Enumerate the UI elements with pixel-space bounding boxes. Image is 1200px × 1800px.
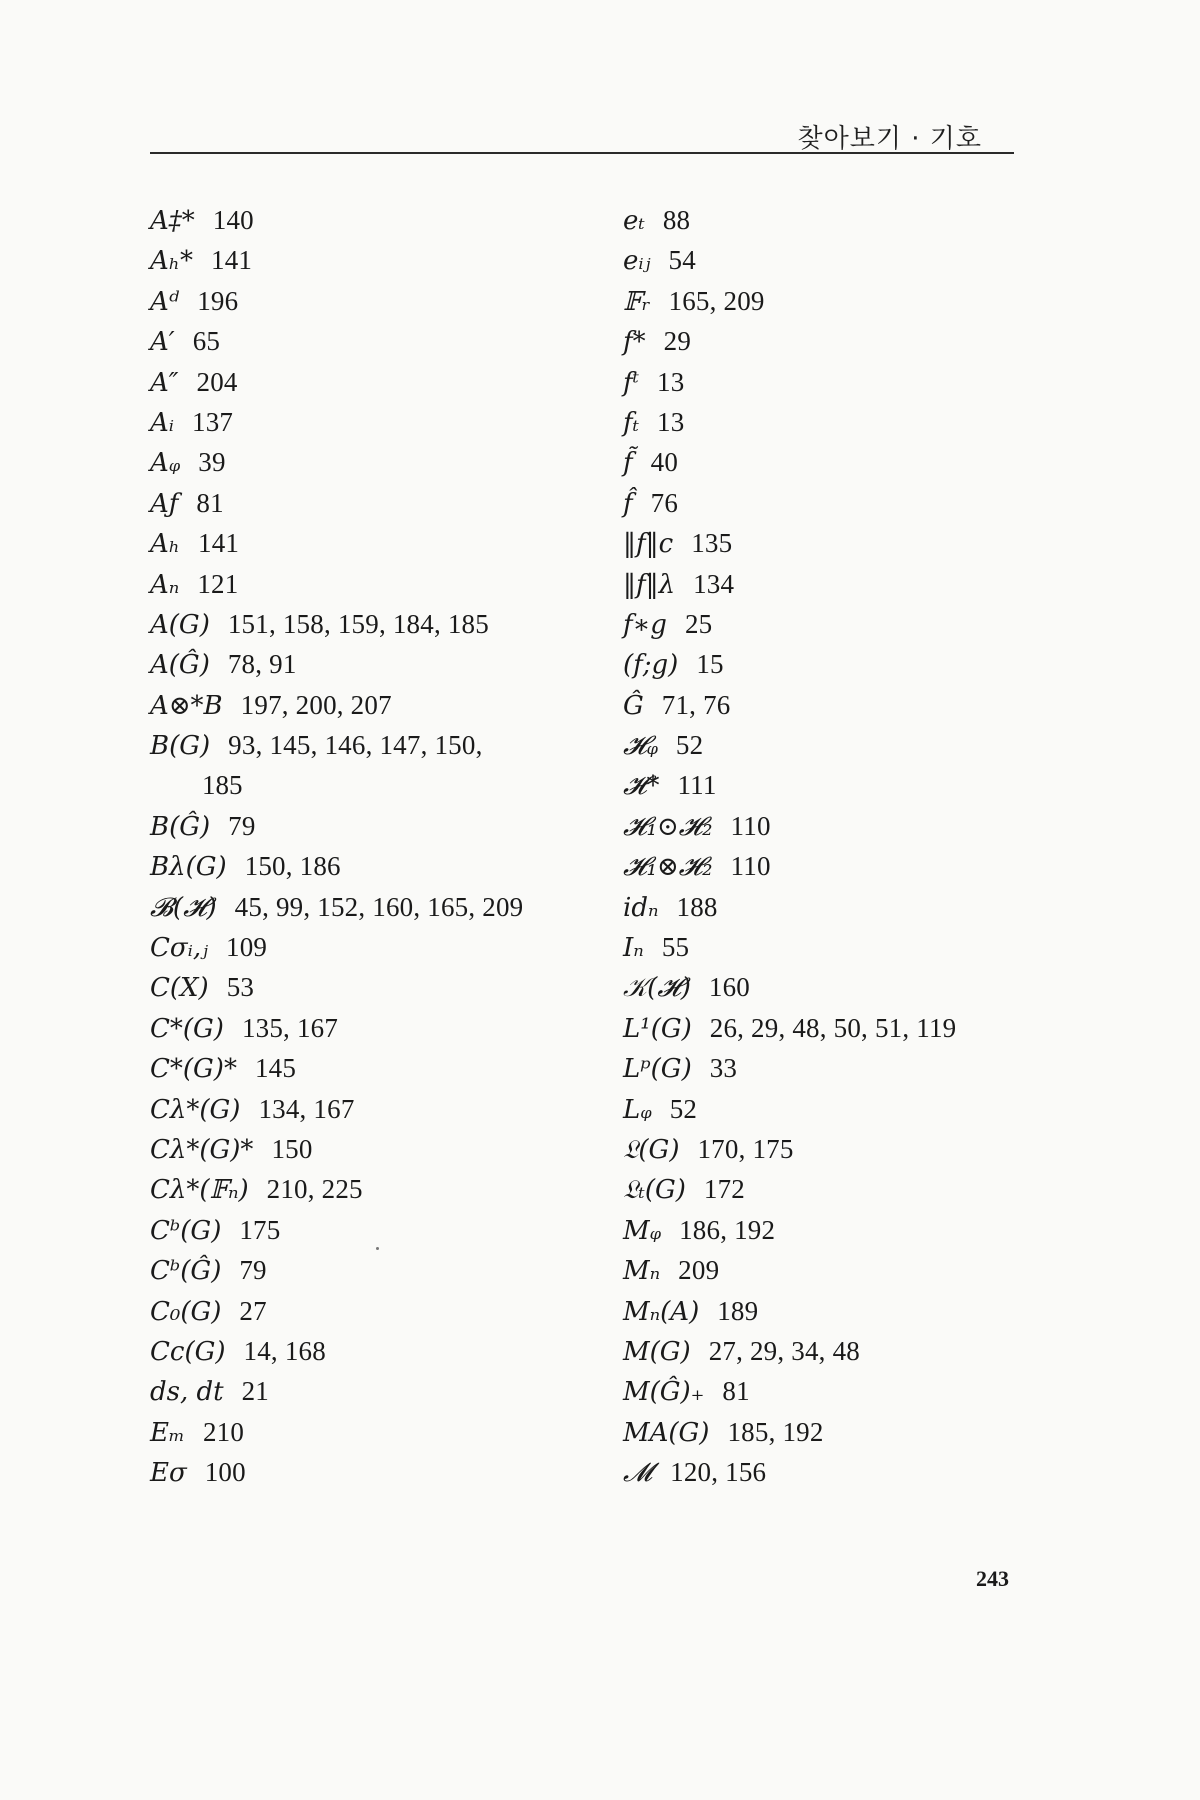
index-pages: 21 bbox=[241, 1376, 270, 1407]
index-pages: 197, 200, 207 bbox=[240, 689, 392, 720]
index-pages: 110 bbox=[730, 851, 771, 882]
index-pages: 172 bbox=[703, 1174, 745, 1205]
index-pages: 26, 29, 48, 50, 51, 119 bbox=[709, 1012, 957, 1043]
index-entry bbox=[150, 1048, 590, 1088]
index-entry bbox=[623, 927, 1023, 967]
index-symbol: Aƒ bbox=[150, 488, 179, 519]
index-entry bbox=[623, 321, 1023, 361]
index-entry bbox=[623, 1089, 1023, 1129]
index-symbol: Aᵢ bbox=[150, 407, 175, 438]
index-symbol: eᵢⱼ bbox=[623, 246, 651, 277]
index-symbol: C*(G) bbox=[150, 1013, 224, 1044]
running-header: 찾아보기 · 기호 bbox=[797, 124, 982, 154]
index-entry bbox=[150, 200, 590, 240]
index-entry bbox=[623, 1250, 1023, 1290]
index-symbol: B(G) bbox=[150, 731, 211, 762]
index-entry bbox=[623, 806, 1023, 846]
index-entry bbox=[150, 564, 590, 604]
index-pages: 196 bbox=[197, 285, 239, 316]
index-pages: 145 bbox=[254, 1053, 297, 1084]
index-pages: 186, 192 bbox=[679, 1214, 776, 1245]
index-entry bbox=[623, 281, 1023, 321]
index-pages: 93, 145, 146, 147, 150, bbox=[228, 730, 483, 761]
index-entry bbox=[150, 442, 590, 482]
index-symbol: Aₙ bbox=[150, 569, 180, 600]
index-pages: 141 bbox=[198, 528, 240, 559]
index-pages: 15 bbox=[696, 649, 724, 680]
page-number: 243 bbox=[976, 1566, 1009, 1591]
index-pages: 165, 209 bbox=[668, 285, 765, 316]
index-entry bbox=[623, 240, 1023, 280]
index-entry bbox=[623, 604, 1023, 644]
index-symbol: A″ bbox=[150, 367, 179, 398]
index-symbol: C*(G)* bbox=[150, 1054, 237, 1085]
index-entry bbox=[623, 725, 1023, 765]
index-pages: 65 bbox=[192, 326, 221, 357]
index-symbol: A′ bbox=[150, 327, 175, 358]
index-entry bbox=[150, 1371, 590, 1411]
index-pages: 13 bbox=[657, 366, 685, 397]
index-pages: 27 bbox=[239, 1295, 267, 1326]
index-pages: 52 bbox=[675, 730, 704, 761]
index-entry bbox=[150, 604, 590, 644]
index-pages: 109 bbox=[226, 932, 268, 963]
index-entry bbox=[623, 1371, 1023, 1411]
index-entry bbox=[623, 523, 1023, 563]
index-symbol: Bλ(G) bbox=[150, 852, 227, 883]
index-column-left bbox=[150, 200, 590, 1493]
index-entry bbox=[150, 887, 590, 927]
index-pages: 88 bbox=[662, 205, 691, 235]
index-pages: 185, 192 bbox=[727, 1416, 824, 1447]
index-symbol: Cσᵢ,ⱼ bbox=[150, 933, 209, 964]
index-symbol: Mₙ(A) bbox=[623, 1296, 700, 1327]
index-entry bbox=[623, 200, 1023, 240]
index-symbol: 𝓗₁⊙𝓗₂ bbox=[623, 811, 713, 842]
index-pages: 54 bbox=[668, 245, 696, 276]
index-entry bbox=[150, 927, 590, 967]
index-symbol: f̃ bbox=[623, 448, 633, 479]
index-pages: 79 bbox=[239, 1255, 267, 1286]
index-entry bbox=[150, 1129, 590, 1169]
index-symbol: fᵗ bbox=[623, 367, 640, 398]
index-entry bbox=[150, 1210, 590, 1250]
index-pages: 135 bbox=[691, 528, 733, 559]
index-pages: 53 bbox=[226, 972, 255, 1003]
index-pages: 76 bbox=[650, 487, 679, 518]
index-symbol: Cᵇ(G) bbox=[150, 1215, 222, 1246]
index-symbol: 𝔏(G) bbox=[623, 1134, 680, 1165]
index-symbol: Cλ*(𝔽ₙ) bbox=[150, 1175, 249, 1206]
index-pages: 175 bbox=[239, 1214, 281, 1245]
index-pages: 111 bbox=[677, 770, 717, 801]
index-entry bbox=[150, 685, 590, 725]
index-symbol: Eσ bbox=[150, 1458, 187, 1489]
index-symbol: Cc(G) bbox=[150, 1336, 226, 1367]
index-symbol: Ĝ bbox=[623, 690, 644, 721]
index-pages: 39 bbox=[198, 447, 226, 478]
index-pages: 137 bbox=[192, 406, 234, 437]
index-column-right bbox=[623, 200, 1023, 1493]
index-symbol: B(Ĝ) bbox=[150, 811, 211, 842]
index-pages: 151, 158, 159, 184, 185 bbox=[227, 608, 489, 639]
index-symbol: fₜ bbox=[623, 407, 640, 438]
index-entry bbox=[150, 806, 590, 846]
index-symbol: Cλ*(G) bbox=[150, 1094, 241, 1125]
index-pages: 204 bbox=[196, 366, 238, 397]
index-entry bbox=[623, 1008, 1023, 1048]
index-symbol: 𝒦(𝓗) bbox=[623, 973, 691, 1004]
index-pages: 45, 99, 152, 160, 165, 209 bbox=[234, 891, 524, 922]
index-symbol: A‡* bbox=[150, 206, 195, 236]
index-symbol: f̂ bbox=[623, 488, 633, 519]
index-entry bbox=[623, 362, 1023, 402]
index-symbol: 𝔽ᵣ bbox=[623, 286, 651, 317]
index-symbol: 𝓗ᵩ bbox=[623, 731, 658, 762]
index-entry bbox=[150, 240, 590, 280]
index-symbol: L¹(G) bbox=[623, 1013, 692, 1044]
index-pages: 141 bbox=[211, 245, 253, 276]
index-pages: 13 bbox=[657, 406, 685, 437]
index-pages: 81 bbox=[722, 1376, 750, 1407]
index-entry bbox=[150, 523, 590, 563]
index-symbol: 𝓜 bbox=[623, 1458, 653, 1489]
index-pages: 189 bbox=[717, 1295, 759, 1326]
index-entry bbox=[623, 1210, 1023, 1250]
index-symbol: Iₙ bbox=[623, 933, 644, 964]
index-entry bbox=[623, 685, 1023, 725]
index-symbol: 𝓗* bbox=[623, 771, 660, 802]
index-entry bbox=[150, 1089, 590, 1129]
index-symbol: ds, dt bbox=[150, 1377, 224, 1408]
index-entry bbox=[623, 1331, 1023, 1371]
index-symbol: f∗g bbox=[623, 609, 667, 640]
index-entry bbox=[150, 1169, 590, 1209]
index-pages: 71, 76 bbox=[661, 689, 731, 720]
index-pages: 134 bbox=[693, 568, 735, 599]
header-rule bbox=[150, 152, 1014, 154]
index-pages: 110 bbox=[730, 810, 771, 841]
index-entry bbox=[150, 725, 590, 765]
index-entry bbox=[623, 765, 1023, 805]
index-symbol: Eₘ bbox=[150, 1417, 185, 1448]
index-symbol: 𝓗₁⊗𝓗₂ bbox=[623, 852, 713, 883]
index-pages: 210 bbox=[202, 1416, 245, 1447]
index-symbol: Lᵩ bbox=[623, 1094, 652, 1125]
index-pages: 40 bbox=[650, 447, 679, 478]
index-entry bbox=[150, 1452, 590, 1492]
index-entry bbox=[623, 1452, 1023, 1492]
index-symbol: idₙ bbox=[623, 892, 659, 923]
index-pages: 33 bbox=[709, 1053, 738, 1084]
index-pages: 160 bbox=[708, 972, 751, 1003]
index-entry bbox=[623, 1291, 1023, 1331]
index-symbol: M(Ĝ)₊ bbox=[623, 1377, 705, 1408]
index-entry bbox=[623, 967, 1023, 1007]
index-entry bbox=[150, 1250, 590, 1290]
index-entry bbox=[623, 442, 1023, 482]
index-symbol: ‖f‖c bbox=[623, 529, 674, 560]
index-symbol: (f;g) bbox=[623, 650, 679, 681]
index-symbol: A⊗*B bbox=[150, 690, 223, 721]
index-pages: 135, 167 bbox=[241, 1012, 339, 1043]
index-pages: 170, 175 bbox=[697, 1133, 794, 1164]
index-pages: 140 bbox=[212, 205, 254, 235]
index-pages-continuation: 185 bbox=[202, 770, 243, 801]
index-pages: 121 bbox=[197, 568, 239, 599]
index-entry bbox=[150, 846, 590, 886]
index-entry bbox=[623, 483, 1023, 523]
index-entry bbox=[623, 564, 1023, 604]
index-symbol: ‖f‖λ bbox=[623, 569, 676, 600]
index-pages: 25 bbox=[684, 608, 713, 639]
index-pages: 55 bbox=[661, 932, 690, 963]
index-entry bbox=[150, 362, 590, 402]
index-symbol: Aₕ bbox=[150, 529, 181, 560]
index-pages: 79 bbox=[228, 810, 256, 841]
index-pages: 209 bbox=[678, 1255, 720, 1286]
index-symbol: MA(G) bbox=[623, 1417, 710, 1448]
index-symbol: Cᵇ(Ĝ) bbox=[150, 1256, 222, 1287]
index-pages: 29 bbox=[663, 326, 692, 357]
index-entry bbox=[150, 1331, 590, 1371]
index-entry bbox=[623, 644, 1023, 684]
index-symbol: C(X) bbox=[150, 973, 209, 1004]
index-entry bbox=[150, 402, 590, 442]
index-symbol: 𝔏ₜ(G) bbox=[623, 1175, 686, 1206]
index-symbol: f* bbox=[623, 327, 646, 358]
index-pages: 52 bbox=[669, 1093, 698, 1124]
index-pages: 134, 167 bbox=[258, 1093, 355, 1124]
index-pages: 150 bbox=[271, 1133, 313, 1164]
index-entry bbox=[623, 1129, 1023, 1169]
index-symbol: Lᵖ(G) bbox=[623, 1054, 692, 1085]
index-entry bbox=[150, 967, 590, 1007]
index-symbol: 𝓑(𝓗) bbox=[150, 892, 217, 923]
index-symbol: Aₕ* bbox=[150, 246, 194, 277]
index-pages: 14, 168 bbox=[243, 1335, 326, 1366]
index-pages: 188 bbox=[676, 891, 718, 922]
index-symbol: Cλ*(G)* bbox=[150, 1134, 254, 1165]
index-entry bbox=[623, 1048, 1023, 1088]
index-pages: 120, 156 bbox=[670, 1457, 767, 1488]
print-speck bbox=[376, 1247, 379, 1250]
index-entry bbox=[150, 321, 590, 361]
index-pages: 210, 225 bbox=[266, 1174, 363, 1205]
index-pages: 81 bbox=[196, 487, 224, 518]
index-entry bbox=[150, 1412, 590, 1452]
index-entry bbox=[623, 1412, 1023, 1452]
index-entry bbox=[150, 1291, 590, 1331]
index-pages: 100 bbox=[204, 1457, 246, 1488]
index-symbol: Mₙ bbox=[623, 1256, 661, 1287]
index-pages: 78, 91 bbox=[227, 649, 297, 680]
index-entry bbox=[150, 1008, 590, 1048]
index-entry bbox=[150, 281, 590, 321]
index-entry bbox=[623, 402, 1023, 442]
index-entry bbox=[150, 644, 590, 684]
index-symbol: Aᵈ bbox=[150, 286, 180, 317]
index-pages: 27, 29, 34, 48 bbox=[708, 1335, 860, 1366]
index-entry bbox=[623, 887, 1023, 927]
index-entry bbox=[623, 1169, 1023, 1209]
index-symbol: M(G) bbox=[623, 1336, 691, 1367]
index-symbol: A(G) bbox=[150, 609, 210, 640]
index-entry bbox=[623, 846, 1023, 886]
index-symbol: eₜ bbox=[623, 206, 645, 236]
index-pages: 150, 186 bbox=[244, 851, 341, 882]
index-entry bbox=[150, 483, 590, 523]
index-symbol: A(Ĝ) bbox=[150, 650, 210, 681]
index-symbol: Mᵩ bbox=[623, 1215, 662, 1246]
index-symbol: C₀(G) bbox=[150, 1296, 222, 1327]
index-symbol: Aᵩ bbox=[150, 448, 181, 479]
